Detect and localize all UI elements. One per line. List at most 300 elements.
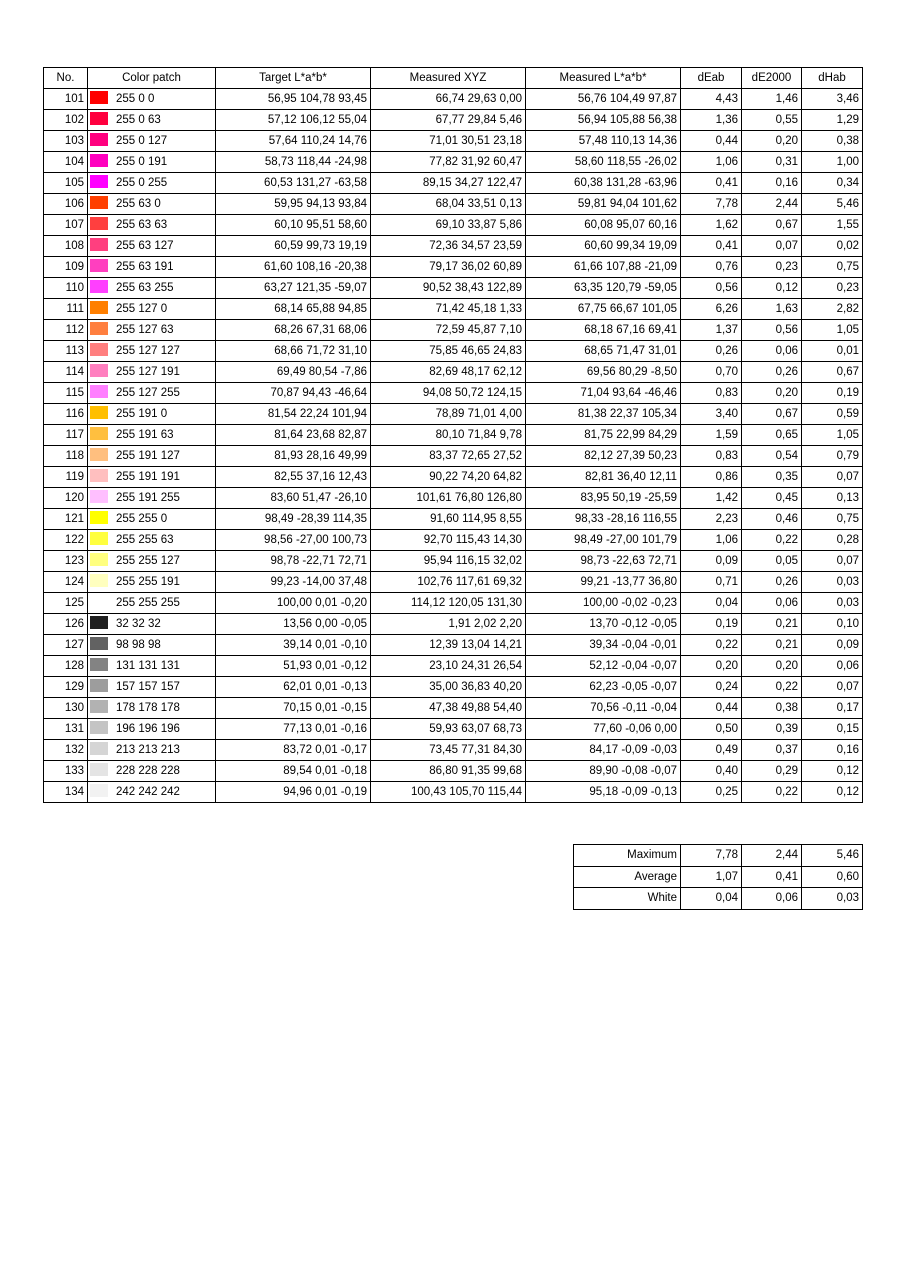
color-patch-rgb: 255 0 127: [116, 135, 168, 147]
measured-xyz: 92,70 115,43 14,30: [371, 530, 526, 551]
de2000-value: 0,55: [742, 110, 802, 131]
measured-lab: 61,66 107,88 -21,09: [526, 257, 681, 278]
target-lab: 63,27 121,35 -59,07: [216, 278, 371, 299]
color-swatch: [90, 343, 108, 356]
header-dhab: dHab: [802, 68, 863, 89]
measured-lab: 60,60 99,34 19,09: [526, 236, 681, 257]
color-patch-rgb: 255 127 127: [116, 345, 180, 357]
measured-xyz: 95,94 116,15 32,02: [371, 551, 526, 572]
table-row: [44, 446, 863, 467]
measured-lab: 95,18 -0,09 -0,13: [526, 782, 681, 803]
row-number: 123: [44, 551, 88, 572]
target-lab: 60,53 131,27 -63,58: [216, 173, 371, 194]
summary-row: [574, 845, 863, 867]
dhab-value: 0,02: [802, 236, 863, 257]
row-number: 126: [44, 614, 88, 635]
color-patch-cell: [88, 488, 216, 509]
table-row: [44, 719, 863, 740]
color-patch-cell: [88, 152, 216, 173]
color-swatch: [90, 406, 108, 419]
dhab-value: 0,07: [802, 467, 863, 488]
target-lab: 81,54 22,24 101,94: [216, 404, 371, 425]
measured-xyz: 59,93 63,07 68,73: [371, 719, 526, 740]
header-measured-lab: Measured L*a*b*: [526, 68, 681, 89]
row-number: 115: [44, 383, 88, 404]
row-number: 105: [44, 173, 88, 194]
dhab-value: 5,46: [802, 194, 863, 215]
color-patch-cell: [88, 173, 216, 194]
color-swatch: [90, 490, 108, 503]
dhab-value: 0,38: [802, 131, 863, 152]
deab-value: 2,23: [681, 509, 742, 530]
measured-xyz: 77,82 31,92 60,47: [371, 152, 526, 173]
color-patch-cell: [88, 446, 216, 467]
dhab-value: 0,10: [802, 614, 863, 635]
de2000-value: 0,20: [742, 131, 802, 152]
header-deab: dEab: [681, 68, 742, 89]
de2000-value: 0,22: [742, 782, 802, 803]
color-swatch: [90, 532, 108, 545]
measured-lab: 63,35 120,79 -59,05: [526, 278, 681, 299]
de2000-value: 0,38: [742, 698, 802, 719]
table-row: [44, 425, 863, 446]
dhab-value: 1,00: [802, 152, 863, 173]
target-lab: 82,55 37,16 12,43: [216, 467, 371, 488]
measured-xyz: 82,69 48,17 62,12: [371, 362, 526, 383]
color-patch-rgb: 255 63 191: [116, 261, 174, 273]
color-patch-cell: [88, 278, 216, 299]
color-patch-cell: [88, 572, 216, 593]
color-swatch: [90, 259, 108, 272]
color-patch-cell: [88, 551, 216, 572]
table-row: [44, 698, 863, 719]
color-patch-cell: [88, 719, 216, 740]
de2000-value: 0,07: [742, 236, 802, 257]
row-number: 116: [44, 404, 88, 425]
deab-value: 1,36: [681, 110, 742, 131]
measured-xyz: 47,38 49,88 54,40: [371, 698, 526, 719]
dhab-value: 0,03: [802, 593, 863, 614]
color-patch-cell: [88, 131, 216, 152]
deab-value: 0,09: [681, 551, 742, 572]
table-row: [44, 299, 863, 320]
de2000-value: 0,06: [742, 341, 802, 362]
summary-row: [574, 888, 863, 910]
table-row: [44, 488, 863, 509]
target-lab: 58,73 118,44 -24,98: [216, 152, 371, 173]
measured-lab: 68,18 67,16 69,41: [526, 320, 681, 341]
color-patch-rgb: 213 213 213: [116, 744, 180, 756]
color-swatch: [90, 238, 108, 251]
color-patch-cell: [88, 362, 216, 383]
color-swatch: [90, 553, 108, 566]
measured-xyz: 75,85 46,65 24,83: [371, 341, 526, 362]
color-patch-rgb: 98 98 98: [116, 639, 161, 651]
color-swatch: [90, 154, 108, 167]
header-color-patch: Color patch: [88, 68, 216, 89]
dhab-value: 1,05: [802, 425, 863, 446]
table-row: [44, 110, 863, 131]
color-patch-rgb: 255 127 0: [116, 303, 168, 315]
color-patch-rgb: 32 32 32: [116, 618, 161, 630]
color-patch-cell: [88, 782, 216, 803]
row-number: 112: [44, 320, 88, 341]
target-lab: 56,95 104,78 93,45: [216, 89, 371, 110]
measured-xyz: 101,61 76,80 126,80: [371, 488, 526, 509]
dhab-value: 0,15: [802, 719, 863, 740]
deab-value: 4,43: [681, 89, 742, 110]
dhab-value: 0,16: [802, 740, 863, 761]
table-row: [44, 614, 863, 635]
measured-lab: 84,17 -0,09 -0,03: [526, 740, 681, 761]
dhab-value: 0,01: [802, 341, 863, 362]
measured-lab: 98,33 -28,16 116,55: [526, 509, 681, 530]
row-number: 114: [44, 362, 88, 383]
de2000-value: 1,63: [742, 299, 802, 320]
dhab-value: 0,13: [802, 488, 863, 509]
dhab-value: 0,09: [802, 635, 863, 656]
measured-xyz: 78,89 71,01 4,00: [371, 404, 526, 425]
row-number: 130: [44, 698, 88, 719]
measured-xyz: 83,37 72,65 27,52: [371, 446, 526, 467]
measured-lab: 68,65 71,47 31,01: [526, 341, 681, 362]
dhab-value: 1,05: [802, 320, 863, 341]
table-row: [44, 656, 863, 677]
deab-value: 0,25: [681, 782, 742, 803]
color-swatch: [90, 448, 108, 461]
deab-value: 0,41: [681, 173, 742, 194]
color-swatch: [90, 385, 108, 398]
color-patch-cell: [88, 698, 216, 719]
color-patch-rgb: 196 196 196: [116, 723, 180, 735]
color-swatch: [90, 301, 108, 314]
dhab-value: 0,12: [802, 761, 863, 782]
color-patch-rgb: 255 191 191: [116, 471, 180, 483]
table-row: [44, 152, 863, 173]
de2000-value: 2,44: [742, 194, 802, 215]
color-swatch: [90, 511, 108, 524]
measured-xyz: 71,01 30,51 23,18: [371, 131, 526, 152]
measured-lab: 81,38 22,37 105,34: [526, 404, 681, 425]
color-patch-cell: [88, 299, 216, 320]
de2000-value: 0,21: [742, 614, 802, 635]
deab-value: 0,19: [681, 614, 742, 635]
table-row: [44, 278, 863, 299]
measured-xyz: 91,60 114,95 8,55: [371, 509, 526, 530]
measured-lab: 60,08 95,07 60,16: [526, 215, 681, 236]
summary-de2000: 2,44: [742, 845, 802, 867]
table-row: [44, 215, 863, 236]
measured-xyz: 100,43 105,70 115,44: [371, 782, 526, 803]
measured-lab: 82,12 27,39 50,23: [526, 446, 681, 467]
color-swatch: [90, 175, 108, 188]
deab-value: 0,22: [681, 635, 742, 656]
deab-value: 0,83: [681, 446, 742, 467]
deab-value: 0,44: [681, 131, 742, 152]
row-number: 118: [44, 446, 88, 467]
deab-value: 1,06: [681, 530, 742, 551]
color-patch-rgb: 255 63 63: [116, 219, 168, 231]
de2000-value: 1,46: [742, 89, 802, 110]
row-number: 132: [44, 740, 88, 761]
de2000-value: 0,46: [742, 509, 802, 530]
deab-value: 0,20: [681, 656, 742, 677]
target-lab: 60,10 95,51 58,60: [216, 215, 371, 236]
color-patch-cell: [88, 110, 216, 131]
table-row: [44, 761, 863, 782]
header-target-lab: Target L*a*b*: [216, 68, 371, 89]
color-patch-cell: [88, 635, 216, 656]
summary-table: [573, 844, 863, 910]
color-patch-cell: [88, 383, 216, 404]
target-lab: 77,13 0,01 -0,16: [216, 719, 371, 740]
color-patch-rgb: 255 0 0: [116, 93, 155, 105]
measured-lab: 56,76 104,49 97,87: [526, 89, 681, 110]
deab-value: 3,40: [681, 404, 742, 425]
de2000-value: 0,37: [742, 740, 802, 761]
summary-dhab: 0,60: [802, 866, 863, 888]
de2000-value: 0,05: [742, 551, 802, 572]
row-number: 101: [44, 89, 88, 110]
measured-xyz: 73,45 77,31 84,30: [371, 740, 526, 761]
summary-deab: 0,04: [681, 888, 742, 910]
deab-value: 6,26: [681, 299, 742, 320]
color-patch-rgb: 255 127 255: [116, 387, 180, 399]
deab-value: 0,04: [681, 593, 742, 614]
summary-row: [574, 866, 863, 888]
target-lab: 60,59 99,73 19,19: [216, 236, 371, 257]
summary-deab: 7,78: [681, 845, 742, 867]
color-patch-rgb: 255 63 127: [116, 240, 174, 252]
measured-lab: 77,60 -0,06 0,00: [526, 719, 681, 740]
color-patch-rgb: 255 127 191: [116, 366, 180, 378]
color-patch-rgb: 255 63 0: [116, 198, 161, 210]
dhab-value: 0,28: [802, 530, 863, 551]
deab-value: 0,83: [681, 383, 742, 404]
measured-xyz: 102,76 117,61 69,32: [371, 572, 526, 593]
color-swatch: [90, 364, 108, 377]
measured-lab: 100,00 -0,02 -0,23: [526, 593, 681, 614]
deab-value: 0,49: [681, 740, 742, 761]
target-lab: 70,87 94,43 -46,64: [216, 383, 371, 404]
deab-value: 0,40: [681, 761, 742, 782]
measured-lab: 83,95 50,19 -25,59: [526, 488, 681, 509]
measured-xyz: 90,22 74,20 64,82: [371, 467, 526, 488]
measured-xyz: 79,17 36,02 60,89: [371, 257, 526, 278]
deab-value: 0,56: [681, 278, 742, 299]
deab-value: 0,50: [681, 719, 742, 740]
color-patch-rgb: 131 131 131: [116, 660, 180, 672]
color-swatch: [90, 196, 108, 209]
color-swatch: [90, 574, 108, 587]
measured-lab: 70,56 -0,11 -0,04: [526, 698, 681, 719]
row-number: 108: [44, 236, 88, 257]
de2000-value: 0,67: [742, 404, 802, 425]
color-patch-rgb: 242 242 242: [116, 786, 180, 798]
de2000-value: 0,20: [742, 656, 802, 677]
table-row: [44, 257, 863, 278]
measured-xyz: 89,15 34,27 122,47: [371, 173, 526, 194]
measured-lab: 71,04 93,64 -46,46: [526, 383, 681, 404]
de2000-value: 0,54: [742, 446, 802, 467]
measured-xyz: 94,08 50,72 124,15: [371, 383, 526, 404]
dhab-value: 3,46: [802, 89, 863, 110]
measured-lab: 52,12 -0,04 -0,07: [526, 656, 681, 677]
measured-xyz: 80,10 71,84 9,78: [371, 425, 526, 446]
deab-value: 0,44: [681, 698, 742, 719]
color-patch-cell: [88, 320, 216, 341]
color-patch-rgb: 255 63 255: [116, 282, 174, 294]
color-patch-rgb: 255 255 0: [116, 513, 168, 525]
de2000-value: 0,35: [742, 467, 802, 488]
de2000-value: 0,65: [742, 425, 802, 446]
row-number: 117: [44, 425, 88, 446]
color-swatch: [90, 637, 108, 650]
table-row: [44, 383, 863, 404]
color-patch-cell: [88, 530, 216, 551]
measured-lab: 98,49 -27,00 101,79: [526, 530, 681, 551]
target-lab: 61,60 108,16 -20,38: [216, 257, 371, 278]
color-patch-cell: [88, 509, 216, 530]
table-row: [44, 677, 863, 698]
dhab-value: 0,07: [802, 551, 863, 572]
color-patch-cell: [88, 257, 216, 278]
row-number: 134: [44, 782, 88, 803]
table-row: [44, 131, 863, 152]
color-swatch: [90, 742, 108, 755]
target-lab: 68,14 65,88 94,85: [216, 299, 371, 320]
measured-xyz: 114,12 120,05 131,30: [371, 593, 526, 614]
de2000-value: 0,56: [742, 320, 802, 341]
color-swatch: [90, 763, 108, 776]
target-lab: 69,49 80,54 -7,86: [216, 362, 371, 383]
color-swatch: [90, 217, 108, 230]
dhab-value: 0,59: [802, 404, 863, 425]
row-number: 121: [44, 509, 88, 530]
table-row: [44, 593, 863, 614]
dhab-value: 0,06: [802, 656, 863, 677]
target-lab: 51,93 0,01 -0,12: [216, 656, 371, 677]
table-row: [44, 635, 863, 656]
dhab-value: 0,79: [802, 446, 863, 467]
color-swatch: [90, 679, 108, 692]
de2000-value: 0,06: [742, 593, 802, 614]
dhab-value: 0,03: [802, 572, 863, 593]
row-number: 102: [44, 110, 88, 131]
de2000-value: 0,39: [742, 719, 802, 740]
table-row: [44, 404, 863, 425]
measured-xyz: 67,77 29,84 5,46: [371, 110, 526, 131]
color-swatch: [90, 280, 108, 293]
summary-label: Average: [574, 866, 681, 888]
dhab-value: 0,17: [802, 698, 863, 719]
row-number: 111: [44, 299, 88, 320]
deab-value: 0,26: [681, 341, 742, 362]
dhab-value: 0,67: [802, 362, 863, 383]
color-swatch: [90, 721, 108, 734]
de2000-value: 0,45: [742, 488, 802, 509]
summary-label: White: [574, 888, 681, 910]
measured-xyz: 1,91 2,02 2,20: [371, 614, 526, 635]
color-patch-cell: [88, 761, 216, 782]
dhab-value: 0,23: [802, 278, 863, 299]
target-lab: 39,14 0,01 -0,10: [216, 635, 371, 656]
color-patch-cell: [88, 89, 216, 110]
measured-lab: 59,81 94,04 101,62: [526, 194, 681, 215]
measured-lab: 99,21 -13,77 36,80: [526, 572, 681, 593]
measured-lab: 69,56 80,29 -8,50: [526, 362, 681, 383]
target-lab: 59,95 94,13 93,84: [216, 194, 371, 215]
target-lab: 89,54 0,01 -0,18: [216, 761, 371, 782]
color-patch-cell: [88, 341, 216, 362]
target-lab: 98,78 -22,71 72,71: [216, 551, 371, 572]
deab-value: 0,76: [681, 257, 742, 278]
row-number: 120: [44, 488, 88, 509]
color-measurement-table: [43, 67, 863, 803]
color-swatch: [90, 700, 108, 713]
table-row: [44, 509, 863, 530]
color-patch-rgb: 157 157 157: [116, 681, 180, 693]
target-lab: 13,56 0,00 -0,05: [216, 614, 371, 635]
target-lab: 98,49 -28,39 114,35: [216, 509, 371, 530]
color-patch-rgb: 255 255 63: [116, 534, 174, 546]
de2000-value: 0,26: [742, 362, 802, 383]
row-number: 106: [44, 194, 88, 215]
row-number: 127: [44, 635, 88, 656]
measured-lab: 13,70 -0,12 -0,05: [526, 614, 681, 635]
deab-value: 1,37: [681, 320, 742, 341]
summary-dhab: 0,03: [802, 888, 863, 910]
table-row: [44, 530, 863, 551]
table-row: [44, 740, 863, 761]
de2000-value: 0,29: [742, 761, 802, 782]
color-patch-rgb: 255 255 127: [116, 555, 180, 567]
row-number: 129: [44, 677, 88, 698]
de2000-value: 0,31: [742, 152, 802, 173]
measured-xyz: 66,74 29,63 0,00: [371, 89, 526, 110]
de2000-value: 0,23: [742, 257, 802, 278]
de2000-value: 0,20: [742, 383, 802, 404]
summary-label: Maximum: [574, 845, 681, 867]
target-lab: 100,00 0,01 -0,20: [216, 593, 371, 614]
header-measured-xyz: Measured XYZ: [371, 68, 526, 89]
target-lab: 57,12 106,12 55,04: [216, 110, 371, 131]
deab-value: 0,41: [681, 236, 742, 257]
header-row: [44, 68, 863, 89]
target-lab: 62,01 0,01 -0,13: [216, 677, 371, 698]
measured-xyz: 68,04 33,51 0,13: [371, 194, 526, 215]
color-patch-rgb: 255 255 191: [116, 576, 180, 588]
target-lab: 81,64 23,68 82,87: [216, 425, 371, 446]
row-number: 125: [44, 593, 88, 614]
deab-value: 1,62: [681, 215, 742, 236]
target-lab: 83,72 0,01 -0,17: [216, 740, 371, 761]
dhab-value: 0,34: [802, 173, 863, 194]
color-patch-rgb: 255 191 0: [116, 408, 168, 420]
measured-xyz: 35,00 36,83 40,20: [371, 677, 526, 698]
row-number: 109: [44, 257, 88, 278]
table-row: [44, 551, 863, 572]
table-row: [44, 194, 863, 215]
summary-dhab: 5,46: [802, 845, 863, 867]
dhab-value: 1,29: [802, 110, 863, 131]
measured-lab: 57,48 110,13 14,36: [526, 131, 681, 152]
dhab-value: 2,82: [802, 299, 863, 320]
target-lab: 99,23 -14,00 37,48: [216, 572, 371, 593]
deab-value: 0,24: [681, 677, 742, 698]
color-patch-cell: [88, 656, 216, 677]
color-patch-cell: [88, 614, 216, 635]
